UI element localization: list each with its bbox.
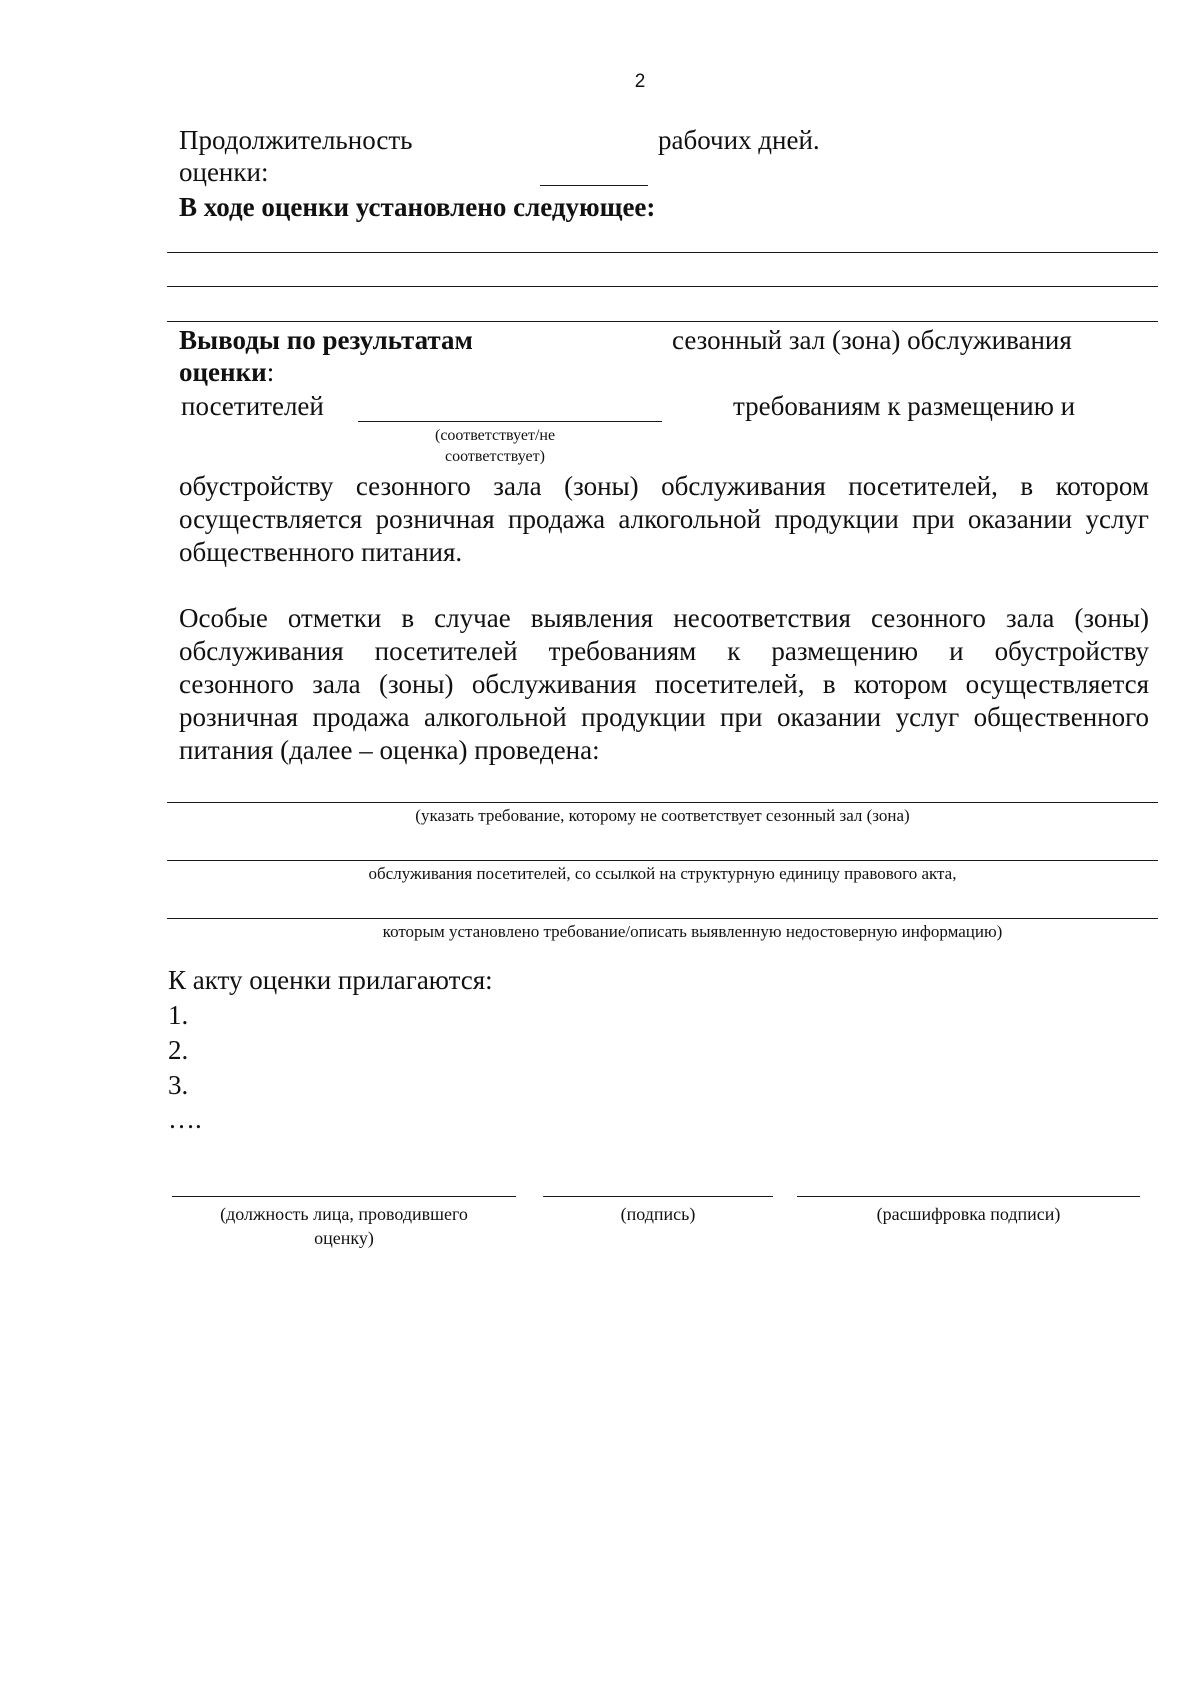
page-number: 2 [634,71,646,92]
special-notes-line: розничная продажа алкогольной продукции при оказании услуг общественного [179,702,1149,732]
special-notes-input-line-3[interactable] [167,918,1158,919]
special-notes-input-line-1[interactable] [167,802,1158,803]
conformity-hint-line2: соответствует) [445,448,545,465]
conclusions-body-line: общественного питания. [179,537,463,567]
special-notes-caption-2: обслуживания посетителей, со ссылкой на структурную единицу правового акта, [368,864,957,883]
conclusions-label-line1: Выводы по результатам [179,325,473,355]
special-notes-caption-3: которым установлено требование/описать выявленную недостоверную информацию) [382,922,1003,941]
conclusions-label-word: оценки [179,357,267,387]
conclusions-body-line: обустройству сезонного зала (зоны) обслуживания посетителей, в котором [179,471,1149,501]
conformity-input-line[interactable] [358,421,662,422]
position-input-line[interactable] [172,1196,516,1197]
findings-line-3[interactable] [167,321,1158,322]
attachments-title: К акту оценки прилагаются: [168,965,493,995]
decoding-caption: (расшифровка подписи) [876,1204,1061,1224]
conclusions-body [179,470,1149,569]
special-notes-line: сезонного зала (зоны) обслуживания посетителей, в котором осуществляется [179,669,1149,699]
attachment-item-1: 1. [168,1000,189,1030]
attachment-item-3: 3. [168,1070,189,1100]
conclusions-word-visitors: посетителей [181,391,324,421]
findings-line-1[interactable] [167,252,1158,253]
special-notes-paragraph [179,602,1149,767]
conclusions-body-line: осуществляется розничная продажа алкогольной продукции при оказании услуг [179,504,1149,534]
signature-input-line[interactable] [543,1196,773,1197]
duration-unit: рабочих дней. [658,125,820,155]
special-notes-line: питания (далее – оценка) проведена: [179,735,600,765]
duration-label [179,124,412,157]
conclusions-colon: : [266,357,275,387]
special-notes-input-line-2[interactable] [167,860,1158,861]
duration-input-line[interactable] [540,185,648,186]
attachment-item-more: …. [168,1104,202,1134]
position-caption-line1: (должность лица, проводившего [220,1204,468,1224]
duration-label-line1: Продолжительность [179,125,413,155]
position-caption-line2: оценку) [314,1228,374,1248]
position-caption [172,1202,516,1250]
conformity-hint-line1: (соответствует/не [435,427,556,444]
special-notes-line: Особые отметки в случае выявления несоответствия сезонного зала (зоны) [179,603,1149,633]
conclusions-text-right2: требованиям к размещению и [733,391,1076,421]
findings-line-2[interactable] [167,286,1158,287]
findings-heading: В ходе оценки установлено следующее: [179,192,656,222]
conclusions-label-line2 [179,356,274,389]
special-notes-caption-1: (указать требование, которому не соответствует сезонный зал (зона) [415,806,910,825]
decoding-input-line[interactable] [797,1196,1140,1197]
conclusions-text-right1: сезонный зал (зона) обслуживания [672,325,1072,355]
special-notes-line: обслуживания посетителей требованиям к размещению и обустройству [179,636,1149,666]
duration-label-line2: оценки: [179,157,269,187]
attachment-item-2: 2. [168,1035,189,1065]
signature-caption: (подпись) [620,1204,696,1224]
